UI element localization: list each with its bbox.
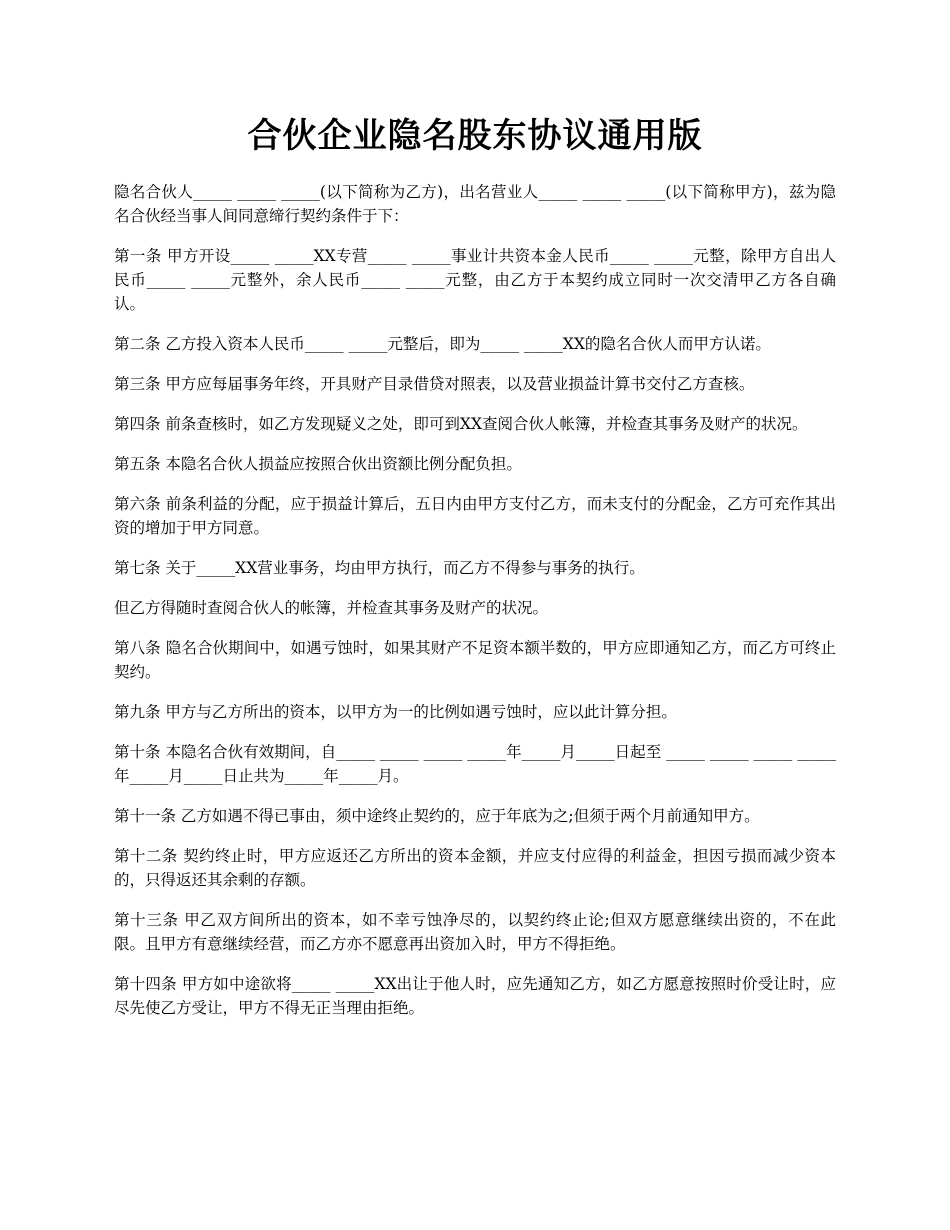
article-7-continued: 但乙方得随时查阅合伙人的帐簿，并检查其事务及财产的状况。 xyxy=(114,599,549,617)
article-12: 第十二条 契约终止时，甲方应返还乙方所出的资本金额，并应支付应得的利益金，担因亏损而减少资本的，只得返还其余剩的存额。 xyxy=(114,847,836,889)
article-11: 第十一条 乙方如遇不得已事由，须中途终止契约的，应于年底为之;但须于两个月前通知甲方。 xyxy=(114,807,760,825)
article-14: 第十四条 甲方如中途欲将_____ _____XX出让于他人时，应先通知乙方，如乙方愿意按照时价受让时，应尽先使乙方受让，甲方不得无正当理由拒绝。 xyxy=(114,975,836,1017)
document-body xyxy=(114,180,836,1036)
article-4: 第四条 前条查核时，如乙方发现疑义之处，即可到XX查阅合伙人帐簿，并检查其事务及财产的状况。 xyxy=(114,415,808,433)
article-7: 第七条 关于_____XX营业事务，均由甲方执行，而乙方不得参与事务的执行。 xyxy=(114,559,645,577)
intro-paragraph: 隐名合伙人_____ _____ _____(以下简称为乙方)，出名营业人_____ _____ _____(以下简称甲方)，兹为隐名合伙经当事人间同意缔行契约条件于下： xyxy=(114,183,836,225)
article-1: 第一条 甲方开设_____ _____XX专营_____ _____事业计共资本金人民币_____ _____元整，除甲方自出人民币_____ _____元整外，余人民币_____ _____元整，由乙方于本契约成立同时一次交清甲乙方各自确认。 xyxy=(114,247,836,313)
article-3: 第三条 甲方应每届事务年终，开具财产目录借贷对照表，以及营业损益计算书交付乙方查核。 xyxy=(114,375,755,393)
document-title: 合伙企业隐名股东协议通用版 xyxy=(247,116,703,156)
article-9: 第九条 甲方与乙方所出的资本，以甲方为一的比例如遇亏蚀时，应以此计算分担。 xyxy=(114,703,677,721)
article-5: 第五条 本隐名合伙人损益应按照合伙出资额比例分配负担。 xyxy=(114,455,522,473)
article-2: 第二条 乙方投入资本人民币_____ _____元整后，即为_____ _____XX的隐名合伙人而甲方认诺。 xyxy=(114,335,771,353)
article-6: 第六条 前条利益的分配，应于损益计算后，五日内由甲方支付乙方，而未支付的分配金，乙方可充作其出资的增加于甲方同意。 xyxy=(114,495,836,537)
article-13: 第十三条 甲乙双方间所出的资本，如不幸亏蚀净尽的，以契约终止论;但双方愿意继续出资的，不在此限。且甲方有意继续经营，而乙方亦不愿意再出资加入时，甲方不得拒绝。 xyxy=(114,911,836,953)
article-8: 第八条 隐名合伙期间中，如遇亏蚀时，如果其财产不足资本额半数的，甲方应即通知乙方，而乙方可终止契约。 xyxy=(114,639,836,681)
article-10: 第十条 本隐名合伙有效期间，自_____ _____ _____ _____年_____月_____日起至 _____ _____ _____ _____年_____月_____日止共为_____年_____月。 xyxy=(114,743,836,785)
